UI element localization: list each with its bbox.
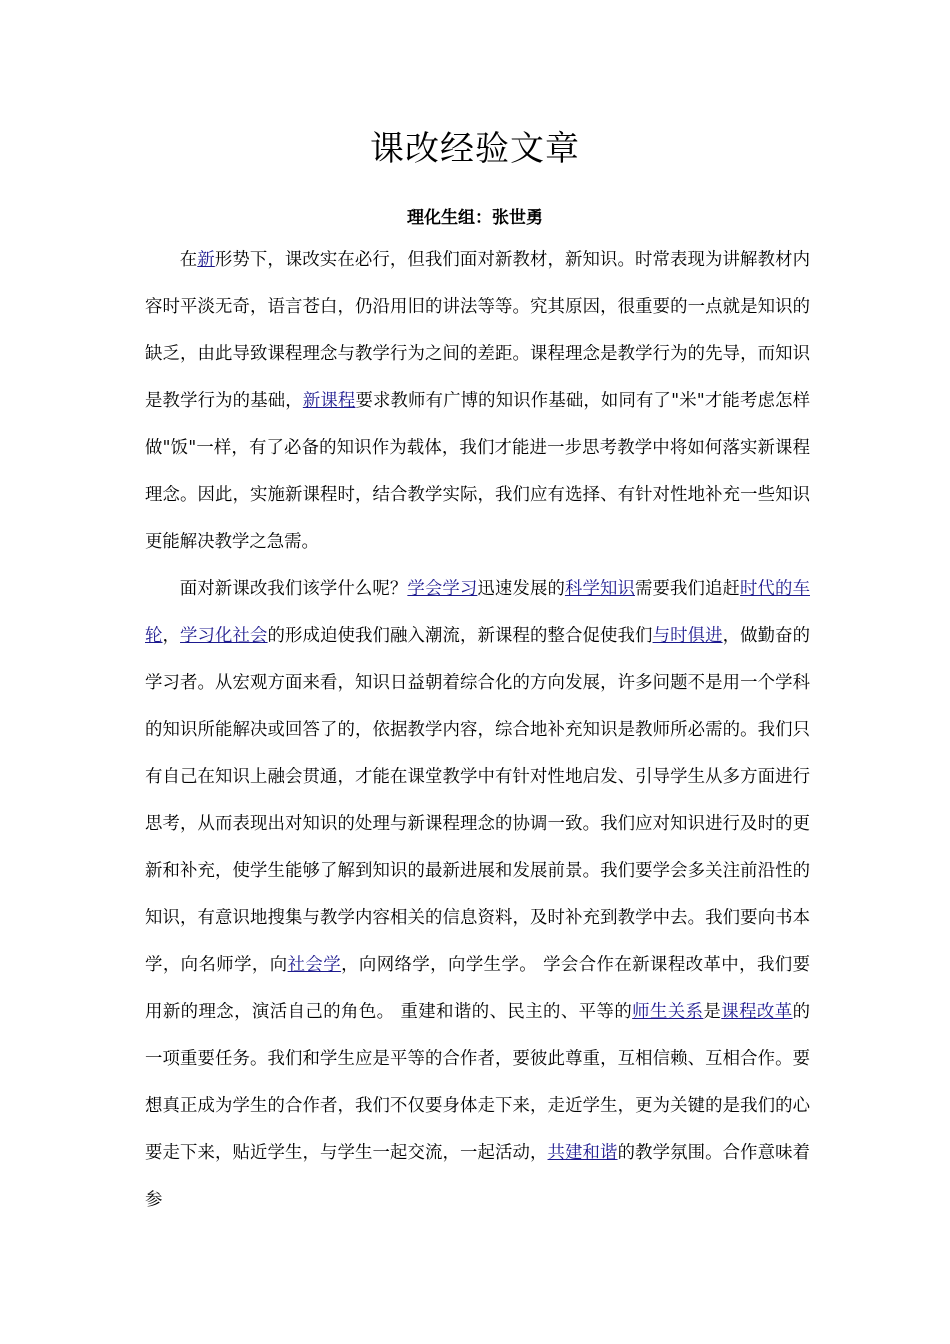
text-run: 的一项重要任务。我们和学生应是平等的合作者，要彼此尊重，互相信赖、互相合作。要想真正成为学生的合作者，我们不仅要身体走下来，走近学生，更为关键的是我们的心要走下来，贴近学生，与学生一起交流，一起活动， [145, 1002, 810, 1163]
text-run: ，做勤奋的学习者。从宏观方面来看，知识日益朝着综合化的方向发展，许多问题不是用一个学科的知识所能解决或回答了的，依据教学内容，综合地补充知识是教师所必需的。我们只有自己在知识上融会贯通，才能在课堂教学中有针对性地启发、引导学生从多方面进行思考，从而表现出对知识的处理与新课程理念的协调一致。我们应对知识进行及时的更新和补充，使学生能够了解到知识的最新进展和发展前景。我们要学会多关注前沿性的知识，有意识地搜集与教学内容相关的信息资料，及时补充到教学中去。我们要向书本学，向名师学，向 [145, 626, 810, 975]
hyperlink[interactable]: 与时俱进 [652, 626, 723, 646]
hyperlink[interactable]: 学会学习 [407, 579, 478, 599]
text-run: ， [162, 626, 181, 646]
document-title: 课改经验文章 [370, 129, 580, 169]
hyperlink[interactable]: 课程改革 [721, 1002, 793, 1022]
text-run: 的形成迫使我们融入潮流，新课程的整合促使我们 [267, 626, 653, 646]
article-body [145, 237, 810, 1224]
text-run: 面对新课改我们该学什么呢？ [179, 579, 408, 599]
hyperlink[interactable]: 师生关系 [632, 1002, 704, 1022]
hyperlink[interactable]: 新课程 [302, 391, 356, 411]
text-run: 是 [703, 1002, 722, 1022]
hyperlink[interactable]: 共建和谐 [547, 1143, 618, 1163]
hyperlink[interactable]: 新 [197, 250, 215, 270]
text-run: 需要我们追赶 [635, 579, 741, 599]
text-run: 形势下，课改实在必行，但我们面对新教材，新知识。时常表现为讲解教材内容时平淡无奇，语言苍白，仍沿用旧的讲法等等。究其原因，很重要的一点就是知识的缺乏，由此导致课程理念与教学行为之间的差距。课程理念是教学行为的先导，而知识是教学行为的基础， [145, 250, 810, 411]
text-run: ，向网络学，向学生学。 学会合作在新课程改革中，我们要用新的理念，演活自己的角色。 重建和谐的、民主的、平等的 [145, 955, 810, 1022]
text-run: 迅速发展的 [477, 579, 565, 599]
hyperlink[interactable]: 社会学 [287, 955, 342, 975]
hyperlink[interactable]: 科学知识 [564, 579, 635, 599]
hyperlink[interactable]: 时代的车轮 [145, 579, 810, 646]
paragraph [145, 237, 810, 566]
text-run: 的教学氛围。合作意味着参 [145, 1143, 810, 1210]
text-run: 在 [179, 250, 198, 270]
hyperlink[interactable]: 学习化社会 [180, 626, 268, 646]
text-run: 要求教师有广博的知识作基础，如同有了"米"才能考虑怎样做"饭"一样，有了必备的知识作为载体，我们才能进一步思考教学中将如何落实新课程理念。因此，实施新课程时，结合教学实际，我们应有选择、有针对性地补充一些知识更能解决教学之急需。 [145, 391, 810, 552]
author-line: 理化生组：张世勇 [407, 208, 543, 228]
paragraph [145, 566, 810, 1224]
